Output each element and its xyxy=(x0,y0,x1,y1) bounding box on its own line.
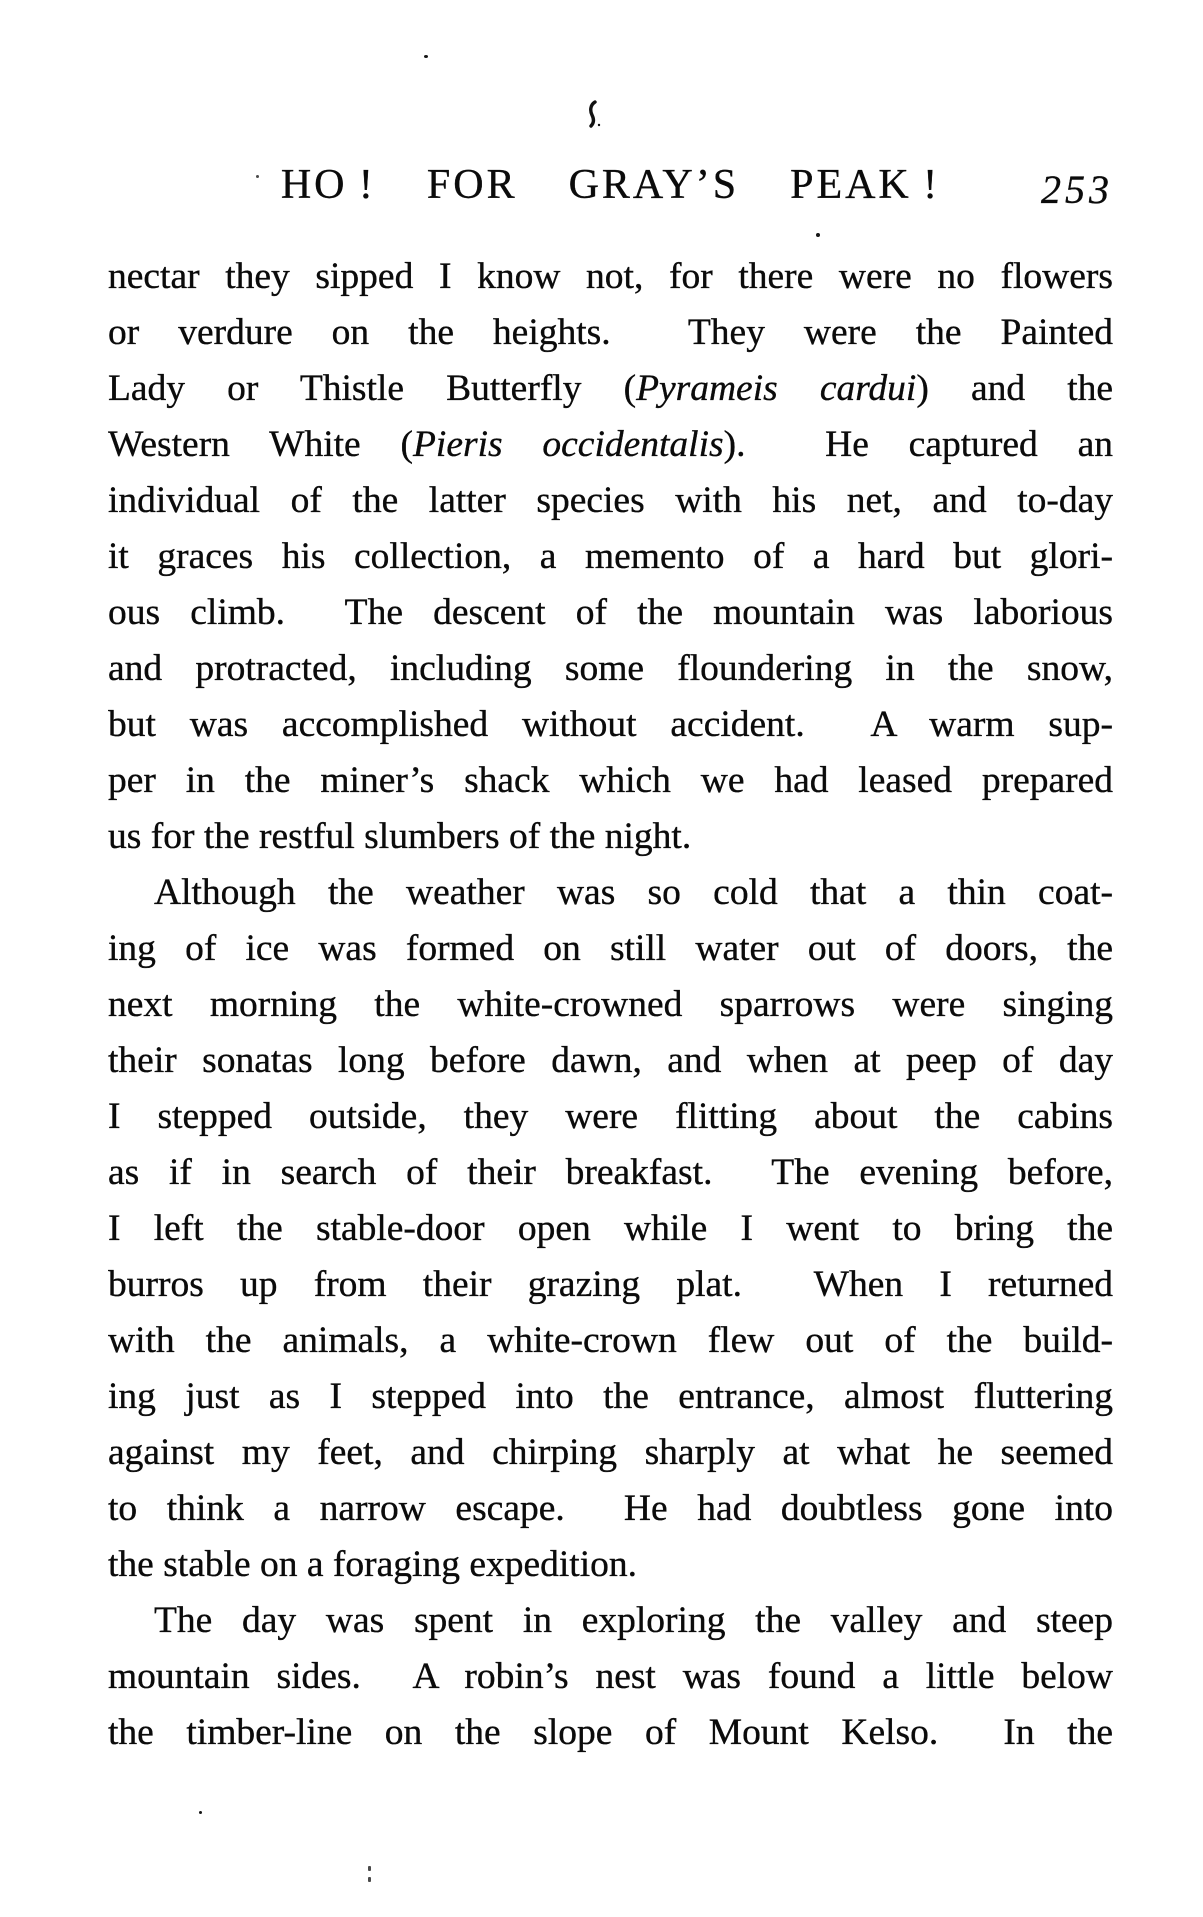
scan-dot xyxy=(424,55,428,58)
text-line: I stepped outside, they were flitting about the cabins xyxy=(108,1096,1113,1137)
text-line: ing just as I stepped into the entrance, almost fluttering xyxy=(108,1376,1113,1417)
text-segment: Lady or Thistle Butterfly ( xyxy=(108,368,637,409)
scan-dot xyxy=(816,233,820,237)
text-line: but was accomplished without accident. A warm sup- xyxy=(108,704,1113,745)
page-number: 253 xyxy=(1041,167,1113,212)
text-line: it graces his collection, a memento of a hard but glori- xyxy=(108,536,1113,577)
text-line: burros up from their grazing plat. When I returned xyxy=(108,1264,1113,1305)
text-line-paragraph-start: Although the weather was so cold that a thin coat- xyxy=(154,872,1113,913)
text-line: ing of ice was formed on still water out of doors, the xyxy=(108,928,1113,969)
text-line-paragraph-end: us for the restful slumbers of the night. xyxy=(108,816,692,857)
text-line: per in the miner’s shack which we had leased prepared xyxy=(108,760,1113,801)
text-line xyxy=(108,361,1113,417)
text-line: or verdure on the heights. They were the Painted xyxy=(108,312,1113,353)
text-line: mountain sides. A robin’s nest was found a little below xyxy=(108,1656,1113,1697)
text-segment: Western White ( xyxy=(108,424,414,465)
text-line: I left the stable-door open while I went to bring the xyxy=(108,1208,1113,1249)
text-line: as if in search of their breakfast. The evening before, xyxy=(108,1152,1113,1193)
text-line: and protracted, including some floundering in the snow, xyxy=(108,648,1113,689)
scan-dot xyxy=(199,1811,202,1814)
text-line: individual of the latter species with his net, and to-day xyxy=(108,480,1113,521)
chapter-title: HO ! FOR GRAY’S PEAK ! xyxy=(280,162,941,208)
text-segment: ) and the xyxy=(916,368,1113,409)
text-block xyxy=(108,249,1113,1761)
text-segment: ). He captured an xyxy=(723,424,1113,465)
text-line: nectar they sipped I know not, for there were no flowers xyxy=(108,256,1113,297)
text-line: ous climb. The descent of the mountain was laborious xyxy=(108,592,1113,633)
text-line: to think a narrow escape. He had doubtless gone into xyxy=(108,1488,1113,1529)
scan-colon-mark xyxy=(368,1866,371,1871)
text-line: the timber-line on the slope of Mount Kelso. In the xyxy=(108,1712,1113,1753)
scan-colon-mark xyxy=(368,1877,371,1882)
text-line xyxy=(108,417,1113,473)
species-name-italic: Pieris occidentalis xyxy=(413,424,724,465)
text-line: next morning the white-crowned sparrows were singing xyxy=(108,984,1113,1025)
text-line: their sonatas long before dawn, and when at peep of day xyxy=(108,1040,1113,1081)
text-line-paragraph-start: The day was spent in exploring the valley and steep xyxy=(154,1600,1113,1641)
text-line-paragraph-end: the stable on a foraging expedition. xyxy=(108,1544,638,1585)
species-name-italic: Pyrameis cardui xyxy=(636,368,917,409)
text-line: against my feet, and chirping sharply at what he seemed xyxy=(108,1432,1113,1473)
ink-squiggle xyxy=(586,100,602,130)
text-line: with the animals, a white-crown flew out of the build- xyxy=(108,1320,1113,1361)
